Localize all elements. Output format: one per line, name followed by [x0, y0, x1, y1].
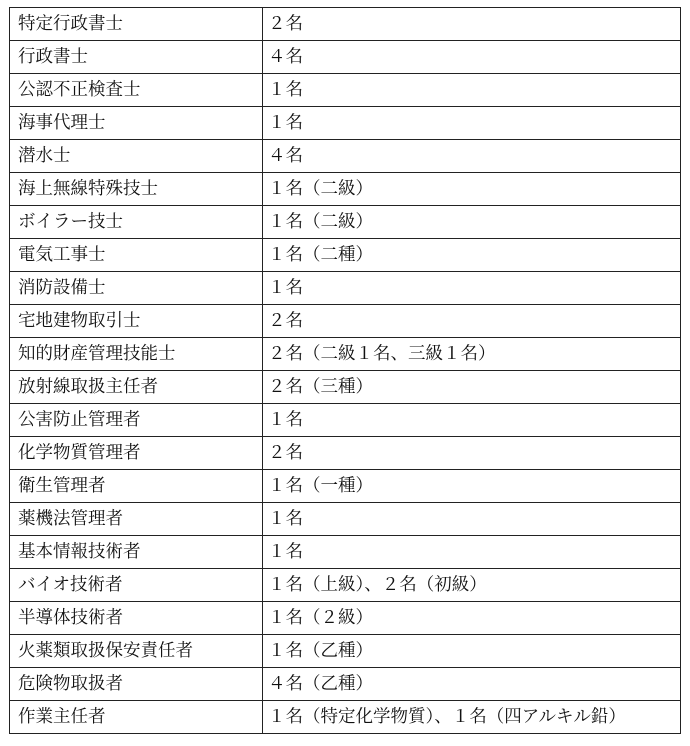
table-row	[10, 338, 681, 371]
qualification-count-cell: １名	[263, 536, 681, 569]
qualification-count-cell: １名	[263, 404, 681, 437]
table-row	[10, 239, 681, 272]
table-row	[10, 701, 681, 734]
qualification-count-cell: ４名（乙種）	[263, 668, 681, 701]
qualification-name-cell: 特定行政書士	[10, 8, 263, 41]
qualification-name-cell: 行政書士	[10, 41, 263, 74]
qualification-name-cell: ボイラー技士	[10, 206, 263, 239]
qualification-count-cell: ２名（三種）	[263, 371, 681, 404]
qualification-name-cell: 消防設備士	[10, 272, 263, 305]
table-row	[10, 437, 681, 470]
qualification-count-cell: １名（二種）	[263, 239, 681, 272]
qualification-count-cell: ４名	[263, 41, 681, 74]
table-row	[10, 569, 681, 602]
table-row	[10, 173, 681, 206]
qualification-name-cell: 知的財産管理技能士	[10, 338, 263, 371]
table-row	[10, 272, 681, 305]
qualification-name-cell: 公認不正検査士	[10, 74, 263, 107]
table-row	[10, 371, 681, 404]
qualification-count-cell: １名	[263, 272, 681, 305]
qualification-name-cell: 公害防止管理者	[10, 404, 263, 437]
qualification-count-cell: １名（乙種）	[263, 635, 681, 668]
table-row	[10, 602, 681, 635]
qualification-name-cell: 放射線取扱主任者	[10, 371, 263, 404]
table-row	[10, 536, 681, 569]
table-row	[10, 635, 681, 668]
qualification-count-cell: １名（二級）	[263, 173, 681, 206]
qualification-name-cell: 海上無線特殊技士	[10, 173, 263, 206]
table-row	[10, 305, 681, 338]
qualification-count-cell: １名（二級）	[263, 206, 681, 239]
table-row	[10, 470, 681, 503]
table-row	[10, 404, 681, 437]
table-row	[10, 503, 681, 536]
qualification-count-cell: ２名（二級１名、三級１名）	[263, 338, 681, 371]
qualification-name-cell: 衛生管理者	[10, 470, 263, 503]
qualification-name-cell: 薬機法管理者	[10, 503, 263, 536]
qualification-name-cell: バイオ技術者	[10, 569, 263, 602]
qualification-count-cell: １名	[263, 74, 681, 107]
table-row	[10, 206, 681, 239]
table-row	[10, 140, 681, 173]
qualification-count-cell: ２名	[263, 437, 681, 470]
qualification-count-cell: ２名	[263, 8, 681, 41]
qualification-name-cell: 電気工事士	[10, 239, 263, 272]
qualification-name-cell: 作業主任者	[10, 701, 263, 734]
qualification-count-cell: １名	[263, 503, 681, 536]
qualification-count-cell: １名（一種）	[263, 470, 681, 503]
table-row	[10, 668, 681, 701]
qualification-name-cell: 化学物質管理者	[10, 437, 263, 470]
qualification-count-cell: １名（２級）	[263, 602, 681, 635]
table-row	[10, 41, 681, 74]
qualification-count-cell: ４名	[263, 140, 681, 173]
qualification-name-cell: 危険物取扱者	[10, 668, 263, 701]
qualification-count-cell: １名	[263, 107, 681, 140]
qualification-name-cell: 半導体技術者	[10, 602, 263, 635]
qualification-name-cell: 宅地建物取引士	[10, 305, 263, 338]
qualification-name-cell: 海事代理士	[10, 107, 263, 140]
table-row	[10, 8, 681, 41]
qualification-name-cell: 火薬類取扱保安責任者	[10, 635, 263, 668]
qualification-name-cell: 基本情報技術者	[10, 536, 263, 569]
qualification-count-cell: ２名	[263, 305, 681, 338]
qualification-name-cell: 潜水士	[10, 140, 263, 173]
qualifications-table	[9, 7, 681, 734]
table-row	[10, 107, 681, 140]
table-row	[10, 74, 681, 107]
qualification-count-cell: １名（特定化学物質）、１名（四アルキル鉛）	[263, 701, 681, 734]
qualification-count-cell: １名（上級）、２名（初級）	[263, 569, 681, 602]
